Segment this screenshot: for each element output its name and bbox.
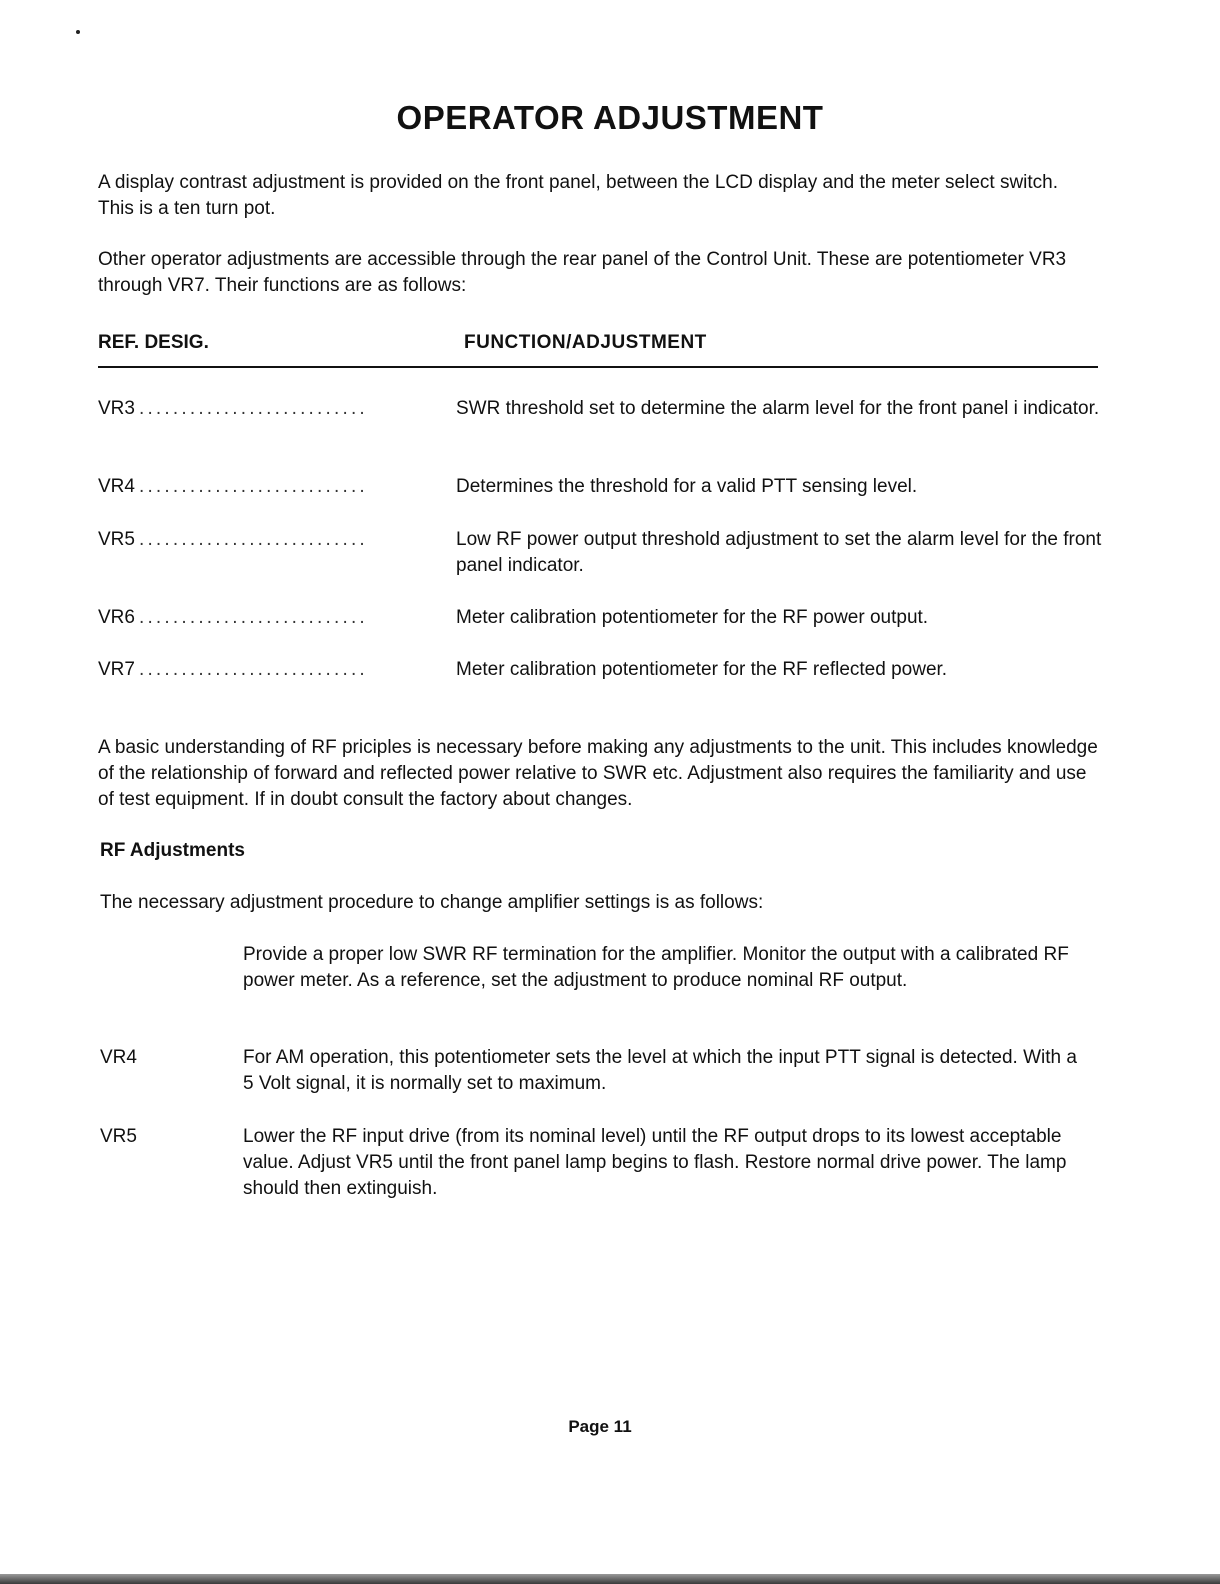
description-cell: Determines the threshold for a valid PTT sensing level.: [456, 476, 918, 497]
intro-paragraph-adjustments: Other operator adjustments are accessible through the rear panel of the Control Unit. These are potentiometer VR3 through VR7. Their functions are as follows:: [98, 249, 1067, 296]
step-label: VR5: [100, 1126, 137, 1147]
page-title: OPERATOR ADJUSTMENT: [396, 99, 824, 136]
ref-cell: [98, 527, 454, 553]
column-header-function: FUNCTION/ADJUSTMENT: [464, 332, 707, 353]
table-header: [98, 330, 1098, 368]
dot-leader: ...........................: [138, 529, 368, 550]
dot-leader: ...........................: [138, 476, 368, 497]
ref-cell: [98, 657, 454, 683]
ref-label: VR3: [98, 398, 135, 419]
ref-label: VR5: [98, 529, 135, 550]
section-heading-rf-adjustments: RF Adjustments: [100, 840, 245, 861]
dot-leader: ...........................: [138, 398, 368, 419]
scan-bottom-edge: [0, 1574, 1220, 1584]
ref-cell: [98, 396, 454, 422]
description-cell: Low RF power output threshold adjustment to set the alarm level for the front panel indicator.: [456, 529, 1102, 576]
intro-paragraph-contrast: A display contrast adjustment is provided on the front panel, between the LCD display and the meter select switch. This is a ten turn pot.: [98, 172, 1059, 219]
ref-cell: [98, 605, 454, 631]
ref-label: VR6: [98, 607, 135, 628]
step-text: For AM operation, this potentiometer sets the level at which the input PTT signal is detected. With a 5 Volt signal, it is normally set to maximum.: [243, 1047, 1077, 1094]
description-cell: SWR threshold set to determine the alarm level for the front panel i indicator.: [456, 398, 1100, 419]
procedure-intro: The necessary adjustment procedure to change amplifier settings is as follows:: [100, 892, 764, 913]
ref-label: VR7: [98, 659, 135, 680]
dot-leader: ...........................: [138, 607, 368, 628]
dot-leader: ...........................: [138, 659, 368, 680]
step-text: Provide a proper low SWR RF termination for the amplifier. Monitor the output with a calibrated RF power meter. As a reference, set the adjustment to produce nominal RF output.: [243, 944, 1069, 991]
column-header-ref: REF. DESIG.: [98, 332, 209, 353]
step-text: Lower the RF input drive (from its nominal level) until the RF output drops to its lowest acceptable value. Adjust VR5 until the front panel lamp begins to flash. Restore normal drive power. The lamp should then extinguish.: [243, 1126, 1067, 1199]
stray-dot: [76, 30, 80, 34]
page-number: Page 11: [568, 1417, 632, 1436]
description-cell: Meter calibration potentiometer for the RF reflected power.: [456, 659, 948, 680]
step-label: VR4: [100, 1047, 137, 1068]
caution-paragraph: A basic understanding of RF priciples is necessary before making any adjustments to the unit. This includes knowledge of the relationship of forward and reflected power relative to SWR etc. Adjustment also requires the familiarity and use of test equipment. If in doubt consult the factory about changes.: [98, 737, 1098, 810]
description-cell: Meter calibration potentiometer for the RF power output.: [456, 607, 929, 628]
ref-label: VR4: [98, 476, 135, 497]
ref-cell: [98, 474, 454, 500]
